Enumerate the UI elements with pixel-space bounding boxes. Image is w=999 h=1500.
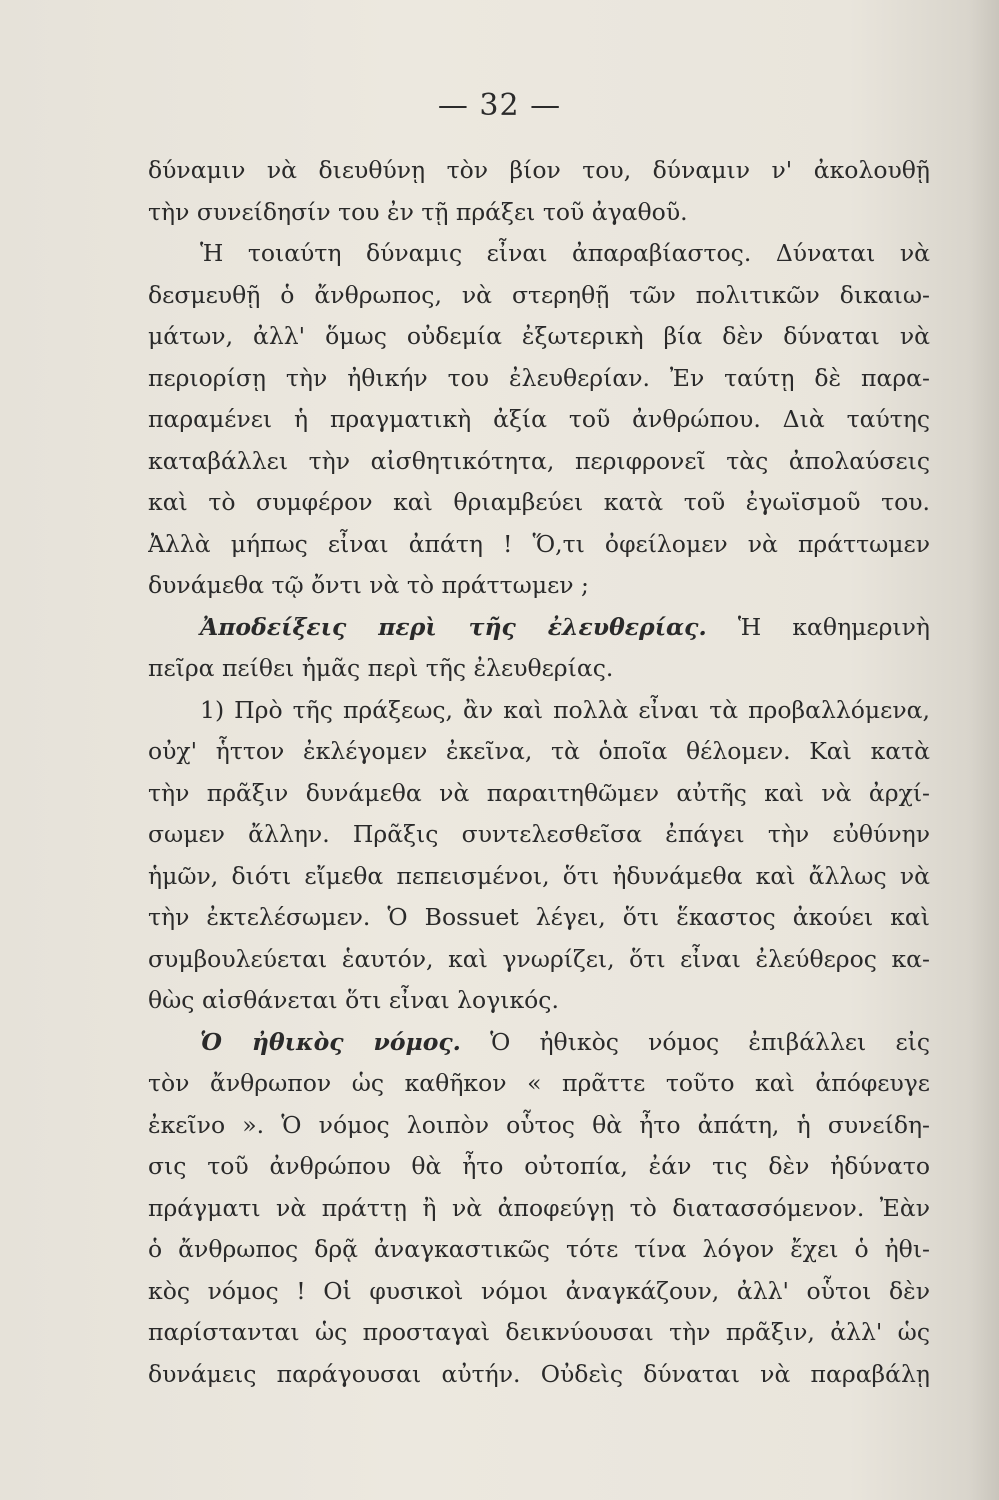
section-heading: Ὁ ἠθικὸς νόμος. bbox=[200, 1027, 461, 1056]
text-line: πράγματι νὰ πράττῃ ἢ νὰ ἀποφεύγῃ τὸ διατασσόμενον. Ἐὰν bbox=[148, 1193, 930, 1222]
text-line: σις τοῦ ἀνθρώπου θὰ ἦτο οὐτοπία, ἐάν τις δὲν ἠδύνατο bbox=[148, 1152, 930, 1180]
text-line: ἐκεῖνο ». Ὁ νόμος λοιπὸν οὗτος θὰ ἦτο ἀπάτη, ἡ συνείδη- bbox=[148, 1110, 930, 1139]
text-line: καταβάλλει τὴν αἰσθητικότητα, περιφρονεῖ τὰς ἀπολαύσεις bbox=[148, 446, 930, 475]
text-line: δεσμευθῇ ὁ ἄνθρωπος, νὰ στερηθῇ τῶν πολιτικῶν δικαιω- bbox=[148, 280, 930, 309]
section-heading-line bbox=[148, 607, 930, 649]
text-line: οὐχ' ἧττον ἐκλέγομεν ἐκεῖνα, τὰ ὁποῖα θέλομεν. Καὶ κατὰ bbox=[148, 737, 930, 765]
text-line: παρίστανται ὡς προσταγαὶ δεικνύουσαι τὴν πρᾶξιν, ἀλλ' ὡς bbox=[148, 1318, 930, 1346]
text-line: παραμένει ἡ πραγματικὴ ἀξία τοῦ ἀνθρώπου. Διὰ ταύτης bbox=[148, 405, 930, 433]
text-line: τὴν πρᾶξιν δυνάμεθα νὰ παραιτηθῶμεν αὐτῆς καὶ νὰ ἀρχί- bbox=[148, 778, 930, 807]
text-line: κὸς νόμος ! Οἱ φυσικοὶ νόμοι ἀναγκάζουν, ἀλλ' οὗτοι δὲν bbox=[148, 1276, 930, 1305]
heading-continuation: Ὁ ἠθικὸς νόμος ἐπιβάλλει εἰς bbox=[490, 1027, 930, 1056]
text-line: δύναμιν νὰ διευθύνῃ τὸν βίον του, δύναμιν ν' ἀκολουθῇ bbox=[148, 156, 930, 184]
text-line: συμβουλεύεται ἑαυτόν, καὶ γνωρίζει, ὅτι εἶναι ἐλεύθερος κα- bbox=[148, 944, 930, 973]
text-line: ὁ ἄνθρωπος δρᾷ ἀναγκαστικῶς τότε τίνα λόγον ἔχει ὁ ἠθι- bbox=[148, 1235, 930, 1263]
section-heading-line bbox=[148, 1022, 930, 1064]
text-line: Ἀλλὰ μήπως εἶναι ἀπάτη ! Ὅ,τι ὀφείλομεν νὰ πράττωμεν bbox=[148, 529, 930, 558]
text-line: ἡμῶν, διότι εἴμεθα πεπεισμένοι, ὅτι ἠδυνάμεθα καὶ ἄλλως νὰ bbox=[148, 861, 930, 890]
text-line: θὼς αἰσθάνεται ὅτι εἶναι λογικός. bbox=[148, 986, 559, 1014]
text-line: μάτων, ἀλλ' ὅμως οὐδεμία ἐξωτερικὴ βία δὲν δύναται νὰ bbox=[148, 322, 930, 350]
text-line: πεῖρα πείθει ἡμᾶς περὶ τῆς ἐλευθερίας. bbox=[148, 654, 614, 682]
text-line: τὸν ἄνθρωπον ὡς καθῆκον « πρᾶττε τοῦτο καὶ ἀπόφευγε bbox=[148, 1069, 930, 1097]
text-line: τὴν συνείδησίν του ἐν τῇ πράξει τοῦ ἀγαθοῦ. bbox=[148, 197, 688, 226]
text-line: δυνάμεθα τῷ ὄντι νὰ τὸ πράττωμεν ; bbox=[148, 571, 589, 599]
text-line: Ἡ τοιαύτη δύναμις εἶναι ἀπαραβίαστος. Δύναται νὰ bbox=[200, 239, 930, 267]
text-line: 1) Πρὸ τῆς πράξεως, ἂν καὶ πολλὰ εἶναι τὰ προβαλλόμενα, bbox=[200, 695, 930, 724]
body-text bbox=[148, 150, 930, 1395]
text-line: δυνάμεις παράγουσαι αὐτήν. Οὐδεὶς δύναται νὰ παραβάλῃ bbox=[148, 1359, 930, 1388]
text-line: τὴν ἐκτελέσωμεν. Ὁ Bossuet λέγει, ὅτι ἕκαστος ἀκούει καὶ bbox=[148, 903, 930, 931]
text-line: σωμεν ἄλλην. Πρᾶξις συντελεσθεῖσα ἐπάγει τὴν εὐθύνην bbox=[148, 820, 930, 848]
page-number: — 32 — bbox=[437, 88, 562, 123]
heading-continuation: Ἡ καθημερινὴ bbox=[737, 612, 930, 641]
text-line: καὶ τὸ συμφέρον καὶ θριαμβεύει κατὰ τοῦ ἐγωϊσμοῦ του. bbox=[148, 488, 930, 516]
section-heading: Ἀποδείξεις περὶ τῆς ἐλευθερίας. bbox=[200, 612, 707, 641]
text-line: περιορίσῃ τὴν ἠθικήν του ἐλευθερίαν. Ἐν ταύτῃ δὲ παρα- bbox=[148, 363, 930, 392]
